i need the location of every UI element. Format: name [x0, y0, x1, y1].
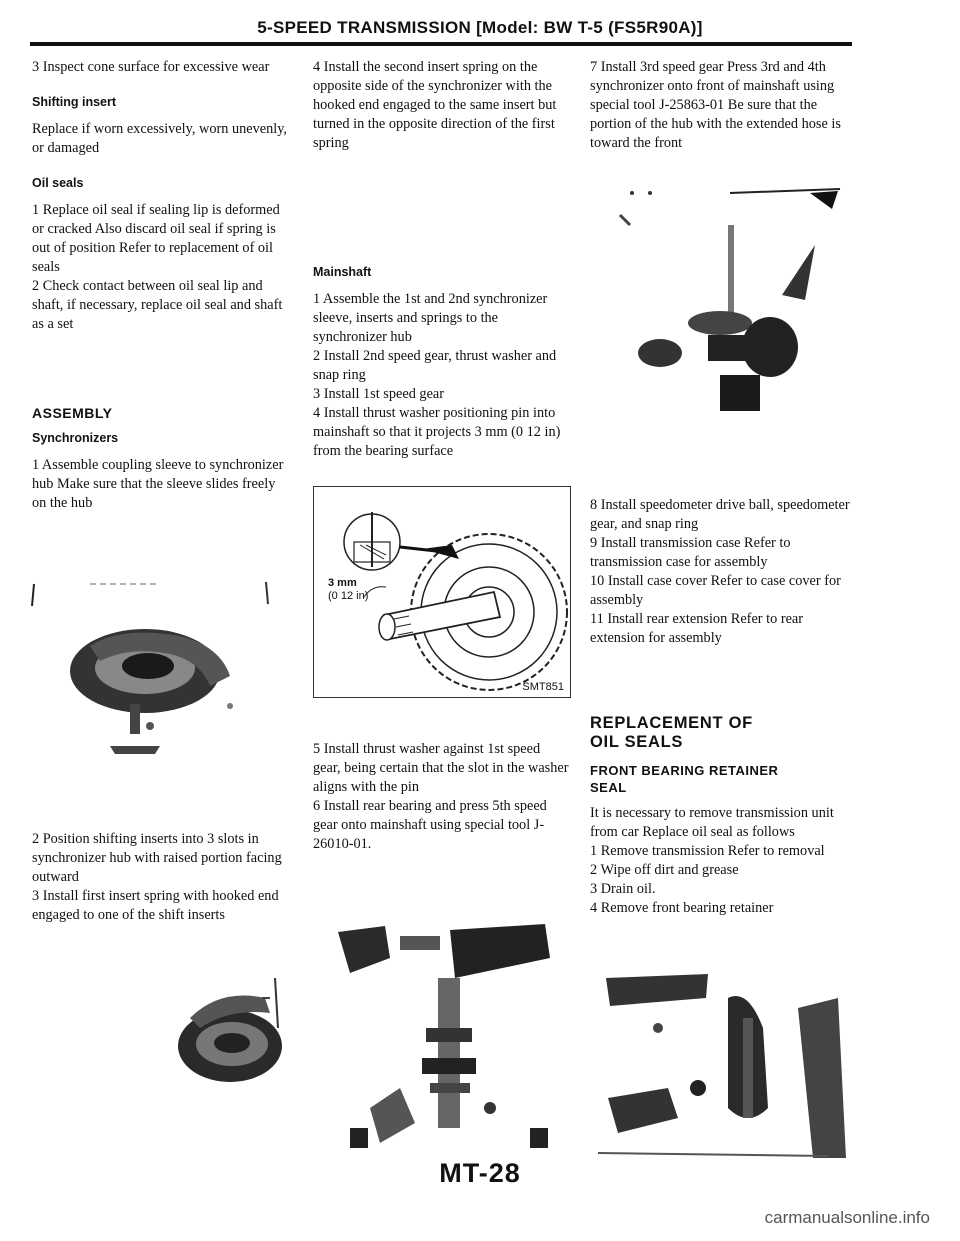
paragraph: 2 Position shifting inserts into 3 slots in synchronizer hub with raised portion facing outward	[32, 831, 282, 885]
paragraph: 10 Install case cover Refer to case cover for assembly	[590, 573, 841, 608]
paragraph: 4 Install the second insert spring on the opposite side of the synchronizer with the hooked end engaged to the same insert but turned in the opposite direction of the first spring	[313, 59, 557, 151]
heading-line: SEAL	[590, 780, 627, 795]
paragraph: 1 Replace oil seal if sealing lip is deformed or cracked Also discard oil seal if spring is out of position Refer to replacement of oil seals	[32, 202, 280, 275]
photo-synchronizer-hub	[30, 576, 280, 786]
paragraph: 2 Install 2nd speed gear, thrust washer and snap ring	[313, 348, 557, 383]
section-heading-assembly: ASSEMBLY	[32, 405, 113, 421]
paragraph: 9 Install transmission case Refer to transmission case for assembly	[590, 535, 791, 570]
subheading-synchronizers: Synchronizers	[32, 431, 119, 445]
paragraph: 3 Install first insert spring with hooked end engaged to one of the shift inserts	[32, 888, 279, 923]
paragraph: 8 Install speedometer drive ball, speedometer gear, and snap ring	[590, 497, 850, 532]
paragraph: 11 Install rear extension Refer to rear extension for assembly	[590, 611, 804, 646]
photo-front-bearing-retainer	[598, 968, 854, 1166]
column-1-lower	[32, 830, 287, 937]
paragraph: 6 Install rear bearing and press 5th speed gear onto mainshaft using special tool J-26010-01.	[313, 798, 547, 852]
header-rule	[30, 42, 852, 46]
watermark: carmanualsonline.info	[764, 1208, 930, 1227]
page-header: 5-SPEED TRANSMISSION [Model: BW T-5 (FS5R90A)]	[257, 18, 703, 37]
paragraph: 2 Check contact between oil seal lip and shaft, if necessary, replace oil seal and shaft as a set	[32, 278, 283, 332]
paragraph: 1 Assemble the 1st and 2nd synchronizer sleeve, inserts and springs to the synchronizer hub	[313, 291, 548, 345]
column-2-lower	[313, 740, 570, 866]
photo-press-5th-gear	[330, 918, 562, 1150]
column-3	[590, 58, 854, 165]
heading-line: REPLACEMENT OF	[590, 714, 753, 732]
paragraph: 3 Install 1st speed gear	[313, 386, 445, 402]
heading-line: OIL SEALS	[590, 733, 684, 751]
paragraph: 5 Install thrust washer against 1st speed gear, being certain that the slot in the washer aligns with the pin	[313, 741, 569, 795]
subheading-oil-seals: Oil seals	[32, 176, 84, 190]
paragraph: 7 Install 3rd speed gear Press 3rd and 4th synchronizer onto front of mainshaft using special tool J-25863-01 Be sure that the portion of the hub with the extended hose is toward the front	[590, 59, 841, 151]
paragraph: 4 Install thrust washer positioning pin into mainshaft so that it projects 3 mm (0 12 in) from the bearing surface	[313, 405, 561, 459]
paragraph: 3 Inspect cone surface for excessive wear	[32, 59, 270, 75]
paragraph: 4 Remove front bearing retainer	[590, 900, 774, 916]
figure-code: SMT851	[522, 681, 564, 693]
photo-synchronizer-press	[610, 185, 850, 415]
column-2	[313, 58, 570, 473]
subheading-shifting-insert: Shifting insert	[32, 95, 117, 109]
paragraph: 2 Wipe off dirt and grease	[590, 862, 739, 878]
paragraph: 1 Assemble coupling sleeve to synchronizer hub Make sure that the sleeve slides freely on the hub	[32, 457, 284, 511]
dimension-label-in: (0 12 in)	[328, 590, 369, 602]
column-1	[32, 58, 287, 525]
subsection-heading-front-bearing-retainer-seal	[590, 762, 854, 796]
dimension-label-mm: 3 mm	[328, 577, 357, 589]
page-number: MT-28	[439, 1158, 521, 1188]
paragraph: 1 Remove transmission Refer to removal	[590, 843, 825, 859]
subheading-mainshaft: Mainshaft	[313, 265, 372, 279]
column-3-lower	[590, 496, 854, 930]
photo-insert-spring	[170, 968, 288, 1092]
heading-line: FRONT BEARING RETAINER	[590, 763, 779, 778]
paragraph: It is necessary to remove transmission unit from car Replace oil seal as follows	[590, 805, 834, 840]
figure-smt851	[313, 486, 571, 698]
paragraph: 3 Drain oil.	[590, 881, 656, 897]
paragraph: Replace if worn excessively, worn unevenly, or damaged	[32, 121, 288, 156]
section-heading-replacement-of-oil-seals	[590, 714, 854, 752]
